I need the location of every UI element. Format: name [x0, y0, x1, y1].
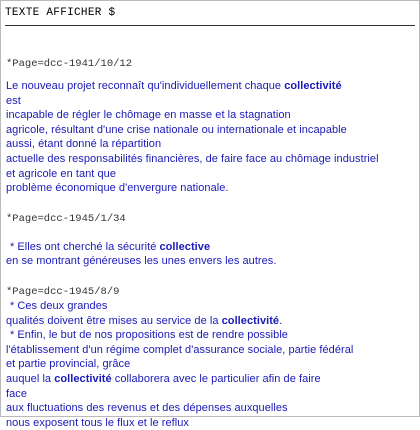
- header-divider: [5, 25, 415, 26]
- line-text: face: [6, 387, 27, 400]
- keyword-highlight: collectivité: [54, 372, 112, 385]
- text-line: [6, 372, 413, 387]
- text-line: [6, 240, 413, 255]
- text-line: [6, 108, 413, 123]
- text-line: [6, 137, 413, 152]
- page-reference: *Page=dcc-1945/1/34: [6, 212, 126, 225]
- line-text: actuelle des responsabilités financières, de faire face au chômage industriel: [6, 152, 379, 165]
- text-line: [6, 152, 413, 167]
- line-text: l'établissement d'un régime complet d'assurance sociale, partie fédéral: [6, 343, 354, 356]
- line-text: qualités doivent être mises au service de la: [6, 314, 222, 327]
- text-line: [6, 328, 413, 343]
- line-text: problème économique d'envergure nationale.: [6, 182, 229, 195]
- result-record: [6, 57, 413, 196]
- line-text: Ces deux grandes: [17, 299, 108, 312]
- text-line: [6, 79, 413, 94]
- panel-title: TEXTE AFFICHER $: [5, 7, 116, 19]
- page-reference: *Page=dcc-1945/8/9: [6, 285, 120, 298]
- keyword-highlight: collectivité: [221, 314, 280, 327]
- text-line: [6, 401, 413, 416]
- results-list: [6, 57, 413, 430]
- text-line: [6, 387, 413, 402]
- line-text: est: [6, 94, 21, 107]
- line-text: aux fluctuations des revenus et des dépenses auxquelles: [6, 402, 288, 415]
- asterisk-icon: *: [10, 329, 15, 342]
- line-text: incapable de régler le chômage en masse et la stagnation: [6, 109, 291, 122]
- text-line: [6, 123, 413, 138]
- line-text: collaborera avec le particulier afin de faire: [111, 372, 321, 385]
- text-line: [6, 94, 413, 109]
- text-line: [6, 167, 413, 182]
- result-record: [6, 285, 413, 430]
- line-text: nous exposent tous le flux et le reflux: [6, 416, 189, 429]
- line-text: en se montrant généreuses les unes envers les autres.: [6, 255, 277, 268]
- result-record: [6, 212, 413, 269]
- asterisk-icon: *: [10, 299, 15, 312]
- text-line: [6, 254, 413, 269]
- line-text: Le nouveau projet reconnaît qu'individuellement chaque: [6, 80, 285, 92]
- line-text: et partie provincial, grâce: [6, 358, 131, 371]
- keyword-highlight: collective: [159, 240, 211, 253]
- text-line: [6, 416, 413, 430]
- page-reference: *Page=dcc-1941/10/12: [6, 58, 133, 70]
- text-line: [6, 343, 413, 358]
- asterisk-icon: *: [10, 240, 15, 253]
- line-text: et agricole en tant que: [6, 167, 117, 180]
- line-text: .: [279, 314, 283, 327]
- text-line: [6, 299, 413, 314]
- line-text: aussi, étant donné la répartition: [6, 138, 162, 151]
- text-line: [6, 181, 413, 196]
- text-line: [6, 314, 413, 329]
- line-text: Enfin, le but de nos propositions est de rendre possible: [17, 329, 288, 342]
- line-text: auquel la: [6, 372, 55, 385]
- line-text: agricole, résultant d'une crise nationale ou internationale et incapable: [6, 123, 347, 136]
- text-line: [6, 357, 413, 372]
- keyword-highlight: collectivité: [284, 80, 342, 92]
- line-text: Elles ont cherché la sécurité: [17, 240, 160, 253]
